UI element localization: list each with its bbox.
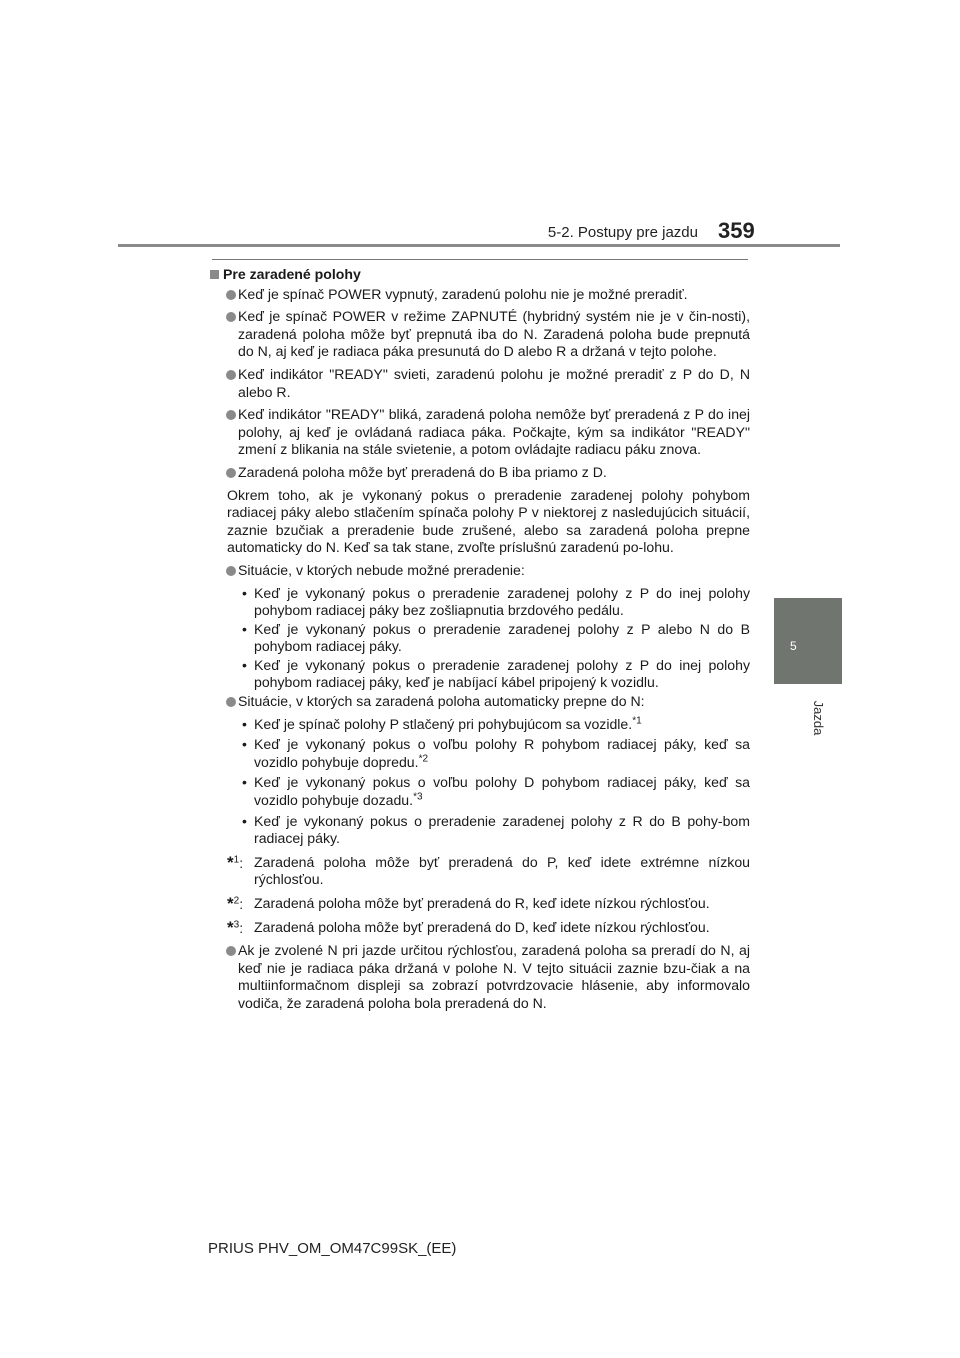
main-content <box>210 266 750 1018</box>
round-bullet-icon <box>226 290 236 300</box>
footnote: *$^2$: Zaradená poloha môže byť preradená do R, keď idete nízkou rýchlosťou. <box>227 894 710 913</box>
bullet-item: Keď je spínač POWER vypnutý, zaradenú polohu nie je možné preradiť. <box>210 286 750 304</box>
sub-list-item: • Keď je vykonaný pokus o preradenie zaradenej polohy z P do inej polohy pohybom radiacej páky, keď je nabíjací kábel pripojený k vozidlu. <box>242 656 750 691</box>
dot-marker-icon: • <box>242 584 247 601</box>
footnote-ref: *3 <box>413 791 423 803</box>
dot-marker-icon: • <box>242 736 247 753</box>
round-bullet-icon <box>226 566 236 576</box>
round-bullet-icon <box>226 312 236 322</box>
dot-marker-icon: • <box>242 774 247 791</box>
bullet-item: Ak je zvolené N pri jazde určitou rýchlosťou, zaradená poloha sa preradí do N, aj keď nie je radiaca páka držaná v polohe N. V tejto situácii zaznie bzu-čiak a na multiinformačnom displeji sa zobrazí potvrdzovacie hlásenie, aby informovalo vodiča, že zaradená poloha bola preradená do N. <box>210 942 750 1012</box>
chapter-tab <box>774 598 842 684</box>
footnote-marker: *$^3$: <box>227 917 244 937</box>
sub-list-item: • Keď je vykonaný pokus o preradenie zaradenej polohy z R do B pohy-bom radiacej páky. <box>242 812 750 847</box>
footnotes <box>210 854 750 936</box>
round-bullet-icon <box>226 410 236 420</box>
chapter-tab-label: Jazda <box>811 700 826 736</box>
bullet-item: Keď indikátor "READY" bliká, zaradená poloha nemôže byť preradená z P do inej polohy, aj keď je ovládaná radiaca páka. Počkajte, kým sa indikátor "READY" zmení z blikania na stále svietenie, a potom ovládajte radiacu páku znova. <box>210 406 750 459</box>
footnote: *$^1$: Zaradená poloha môže byť preradená do P, keď idete extrémne nízkou rýchlosťou. <box>227 852 750 888</box>
footnote-marker: *$^2$: <box>227 894 244 913</box>
dot-marker-icon: • <box>242 812 247 829</box>
sub-list-item: • Keď je vykonaný pokus o voľbu polohy R pohybom radiacej páky, keď sa vozidlo pohybuje dopredu.$^{*2}$ <box>242 736 750 770</box>
bullet-item: Situácie, v ktorých sa zaradená poloha automaticky prepne do N: <box>210 693 750 711</box>
sub-list-item: • Keď je vykonaný pokus o voľbu polohy D pohybom radiacej páky, keď sa vozidlo pohybuje dozadu.$^{*3}$ <box>242 774 750 809</box>
bullet-list-top <box>210 286 750 482</box>
round-bullet-icon <box>226 370 236 380</box>
sub-list-no-shift <box>210 585 750 693</box>
round-bullet-icon <box>226 468 236 478</box>
round-bullet-icon <box>226 946 236 956</box>
page-number: 359 <box>718 218 755 243</box>
dot-marker-icon: • <box>242 656 247 673</box>
intro-paragraph: Okrem toho, ak je vykonaný pokus o preradenie zaradenej polohy pohybom radiacej páky alebo stlačením spínača polohy P v niektorej z nasledujúcich situácií, zaznie bzučiak a preradenie bude zrušené, alebo sa zaradená poloha prepne automaticky do N. Keď sa tak stane, zvoľte príslušnú zaradenú po-lohu. <box>227 486 750 556</box>
square-bullet-icon <box>210 270 219 279</box>
round-bullet-icon <box>226 697 236 707</box>
header-section-title: 5-2. Postupy pre jazdu <box>547 224 698 241</box>
bullet-item: Zaradená poloha môže byť preradená do B iba priamo z D. <box>210 464 750 482</box>
dot-marker-icon: • <box>242 715 247 732</box>
footnote: *$^3$: Zaradená poloha môže byť preradená do D, keď idete nízkou rýchlosťou. <box>227 917 710 937</box>
section-heading: Pre zaradené polohy <box>210 266 750 284</box>
bullet-item: Situácie, v ktorých nebude možné preradenie: <box>210 562 750 580</box>
sub-list-auto-neutral <box>210 716 750 848</box>
footer-doc-code: PRIUS PHV_OM_OM47C99SK_(EE) <box>208 1240 457 1257</box>
bullet-item: Keď indikátor "READY" svieti, zaradenú polohu je možné preradiť z P do D, N alebo R. <box>210 366 750 401</box>
sub-list-item: • Keď je spínač polohy P stlačený pri pohybujúcom sa vozidle.$^{*1}$ <box>242 714 642 732</box>
sub-list-item: • Keď je vykonaný pokus o preradenie zaradenej polohy z P alebo N do B pohybom radiacej páky. <box>242 620 750 655</box>
bullet-item: Keď je spínač POWER v režime ZAPNUTÉ (hybridný systém nie je v čin-nosti), zaradená poloha môže byť prepnutá iba do N. Zaradená poloha bude prepnutá do N, aj keď je radiaca páka presunutá do D alebo R a držaná v tejto polohe. <box>210 308 750 361</box>
content-rule <box>212 259 748 260</box>
sub-list-item: • Keď je vykonaný pokus o preradenie zaradenej polohy z P do inej polohy pohybom radiacej páky bez zošliapnutia brzdového pedálu. <box>242 584 750 619</box>
chapter-tab-number: 5 <box>790 639 797 653</box>
footnote-marker: *$^1$: <box>227 852 244 872</box>
footnote-ref: *2 <box>418 753 429 765</box>
header-rule <box>118 244 840 247</box>
footnote-ref: *1 <box>632 714 642 726</box>
dot-marker-icon: • <box>242 620 247 637</box>
